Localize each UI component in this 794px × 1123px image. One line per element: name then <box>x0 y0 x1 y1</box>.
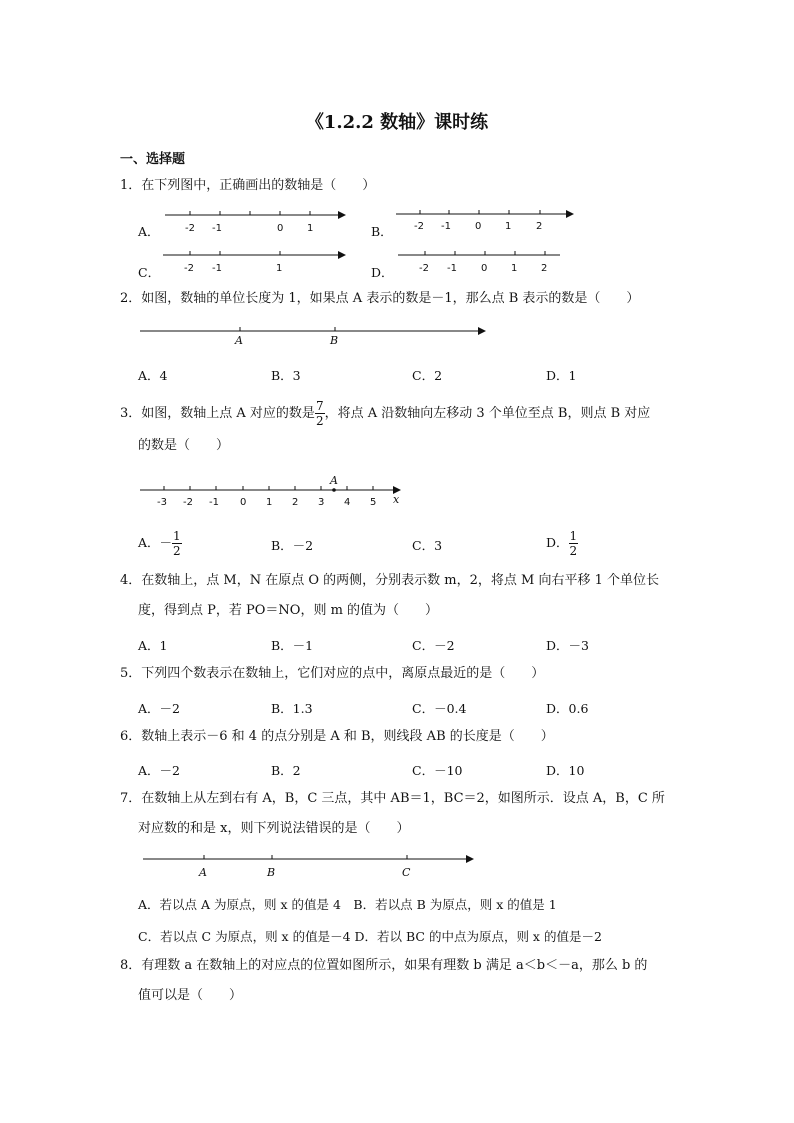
q5-option-a[interactable]: A．－2 <box>138 701 180 716</box>
q3-tick: -1 <box>209 497 219 508</box>
q1-option-d-label[interactable]: D． <box>371 265 394 280</box>
q2-option-c[interactable]: C．2 <box>412 368 443 383</box>
q7-options-ab[interactable]: A．若以点 A 为原点，则 x 的值是 4 B．若以点 B 为原点，则 x 的值是 1 <box>138 897 557 912</box>
q6-stem: 6．数轴上表示－6 和 4 的点分别是 A 和 B，则线段 AB 的长度是（ ） <box>120 729 554 744</box>
q1-b-tick: -1 <box>441 221 451 232</box>
q7-options-cd[interactable]: C．若以点 C 为原点，则 x 的值是－4 D．若以 BC 的中点为原点，则 x 的值是－2 <box>138 929 602 944</box>
q3-stem-post: ，将点 A 沿数轴向左移动 3 个单位至点 B，则点 B 对应 <box>324 406 651 421</box>
q4-stem-line1: 4．在数轴上，点 M，N 在原点 O 的两侧，分别表示数 m，2，将点 M 向右平移 1 个单位长 <box>120 573 659 588</box>
q7-stem-line2: 对应数的和是 x，则下列说法错误的是（ ） <box>138 821 410 836</box>
q7-point-c-label: C <box>402 866 411 879</box>
q1-b-tick: 2 <box>536 221 543 232</box>
q3-stem-line2: 的数是（ ） <box>138 438 230 453</box>
q3-stem-pre: 3．如图，数轴上点 A 对应的数是 <box>120 406 315 421</box>
q1-stem: 1．在下列图中，正确画出的数轴是（ ） <box>120 178 376 193</box>
q3-tick: 4 <box>344 497 351 508</box>
q1-b-tick: -2 <box>414 221 424 232</box>
q8-stem-line1: 8．有理数 a 在数轴上的对应点的位置如图所示，如果有理数 b 满足 a＜b＜－a，那么 b 的 <box>120 958 648 973</box>
q1-a-tick: -1 <box>212 223 222 234</box>
q4-option-c[interactable]: C．－2 <box>412 638 455 653</box>
q4-stem-line2: 度，得到点 P，若 PO＝NO，则 m 的值为（ ） <box>138 603 439 618</box>
section-heading: 一、选择题 <box>120 152 186 167</box>
q5-option-b[interactable]: B．1.3 <box>271 701 313 716</box>
q3-option-c[interactable]: C．3 <box>412 538 443 553</box>
q3-fraction: $\frac{7}{2}$ <box>315 399 324 428</box>
q3-tick: -3 <box>157 497 167 508</box>
q5-option-c[interactable]: C．－0.4 <box>412 701 467 716</box>
q1-d-tick: 0 <box>481 263 488 274</box>
q3-tick: 2 <box>292 497 299 508</box>
q1-option-a-label[interactable]: A． <box>138 224 160 239</box>
q2-option-a[interactable]: A．4 <box>138 368 168 383</box>
q4-option-d[interactable]: D．－3 <box>546 638 589 653</box>
q3-tick: 1 <box>266 497 273 508</box>
q1-d-tick: -2 <box>419 263 429 274</box>
q7-point-a-label: A <box>199 866 207 879</box>
q6-option-c[interactable]: C．－10 <box>412 763 463 778</box>
q3-option-d[interactable]: D． $\frac{1}{2}$ <box>546 529 578 558</box>
page-title: 《1.2.2 数轴》课时练 <box>305 112 489 133</box>
q1-c-tick: 1 <box>276 263 283 274</box>
q1-a-tick: 1 <box>307 223 314 234</box>
q1-option-c-label[interactable]: C． <box>138 265 161 280</box>
q3-axis-x-label: x <box>393 493 400 506</box>
q1-d-tick: -1 <box>447 263 457 274</box>
q1-c-tick: -2 <box>184 263 194 274</box>
q7-stem-line1: 7．在数轴上从左到右有 A，B，C 三点，其中 AB＝1，BC＝2，如图所示．设点 A，B，C 所 <box>120 791 665 806</box>
q5-stem: 5．下列四个数表示在数轴上，它们对应的点中，离原点最近的是（ ） <box>120 666 545 681</box>
q1-b-tick: 1 <box>505 221 512 232</box>
q6-option-b[interactable]: B．2 <box>271 763 301 778</box>
q6-option-a[interactable]: A．－2 <box>138 763 180 778</box>
q2-option-d[interactable]: D．1 <box>546 368 577 383</box>
q1-option-b-label[interactable]: B． <box>371 224 393 239</box>
q3-tick: 5 <box>370 497 377 508</box>
q1-a-tick: 0 <box>277 223 284 234</box>
q5-option-d[interactable]: D．0.6 <box>546 701 589 716</box>
q2-option-b[interactable]: B．3 <box>271 368 301 383</box>
q8-stem-line2: 值可以是（ ） <box>138 988 243 1003</box>
q2-stem: 2．如图，数轴的单位长度为 1，如果点 A 表示的数是－1，那么点 B 表示的数是（ ） <box>120 291 640 306</box>
q7-point-b-label: B <box>267 866 276 879</box>
q1-d-tick: 1 <box>511 263 518 274</box>
q3-tick: 3 <box>318 497 325 508</box>
q2-point-a-label: A <box>235 334 243 347</box>
q1-d-tick: 2 <box>541 263 548 274</box>
q6-option-d[interactable]: D．10 <box>546 763 585 778</box>
q2-point-b-label: B <box>330 334 339 347</box>
q3-tick: -2 <box>183 497 193 508</box>
q3-point-a-label: A <box>330 474 338 487</box>
q3-option-a[interactable]: A．－ $\frac{1}{2}$ <box>138 529 181 558</box>
q1-c-tick: -1 <box>212 263 222 274</box>
q4-option-b[interactable]: B．－1 <box>271 638 314 653</box>
q3-tick: 0 <box>240 497 247 508</box>
q1-a-tick: -2 <box>185 223 195 234</box>
q1-b-tick: 0 <box>475 221 482 232</box>
q4-option-a[interactable]: A．1 <box>138 638 168 653</box>
q3-option-b[interactable]: B．－2 <box>271 538 314 553</box>
